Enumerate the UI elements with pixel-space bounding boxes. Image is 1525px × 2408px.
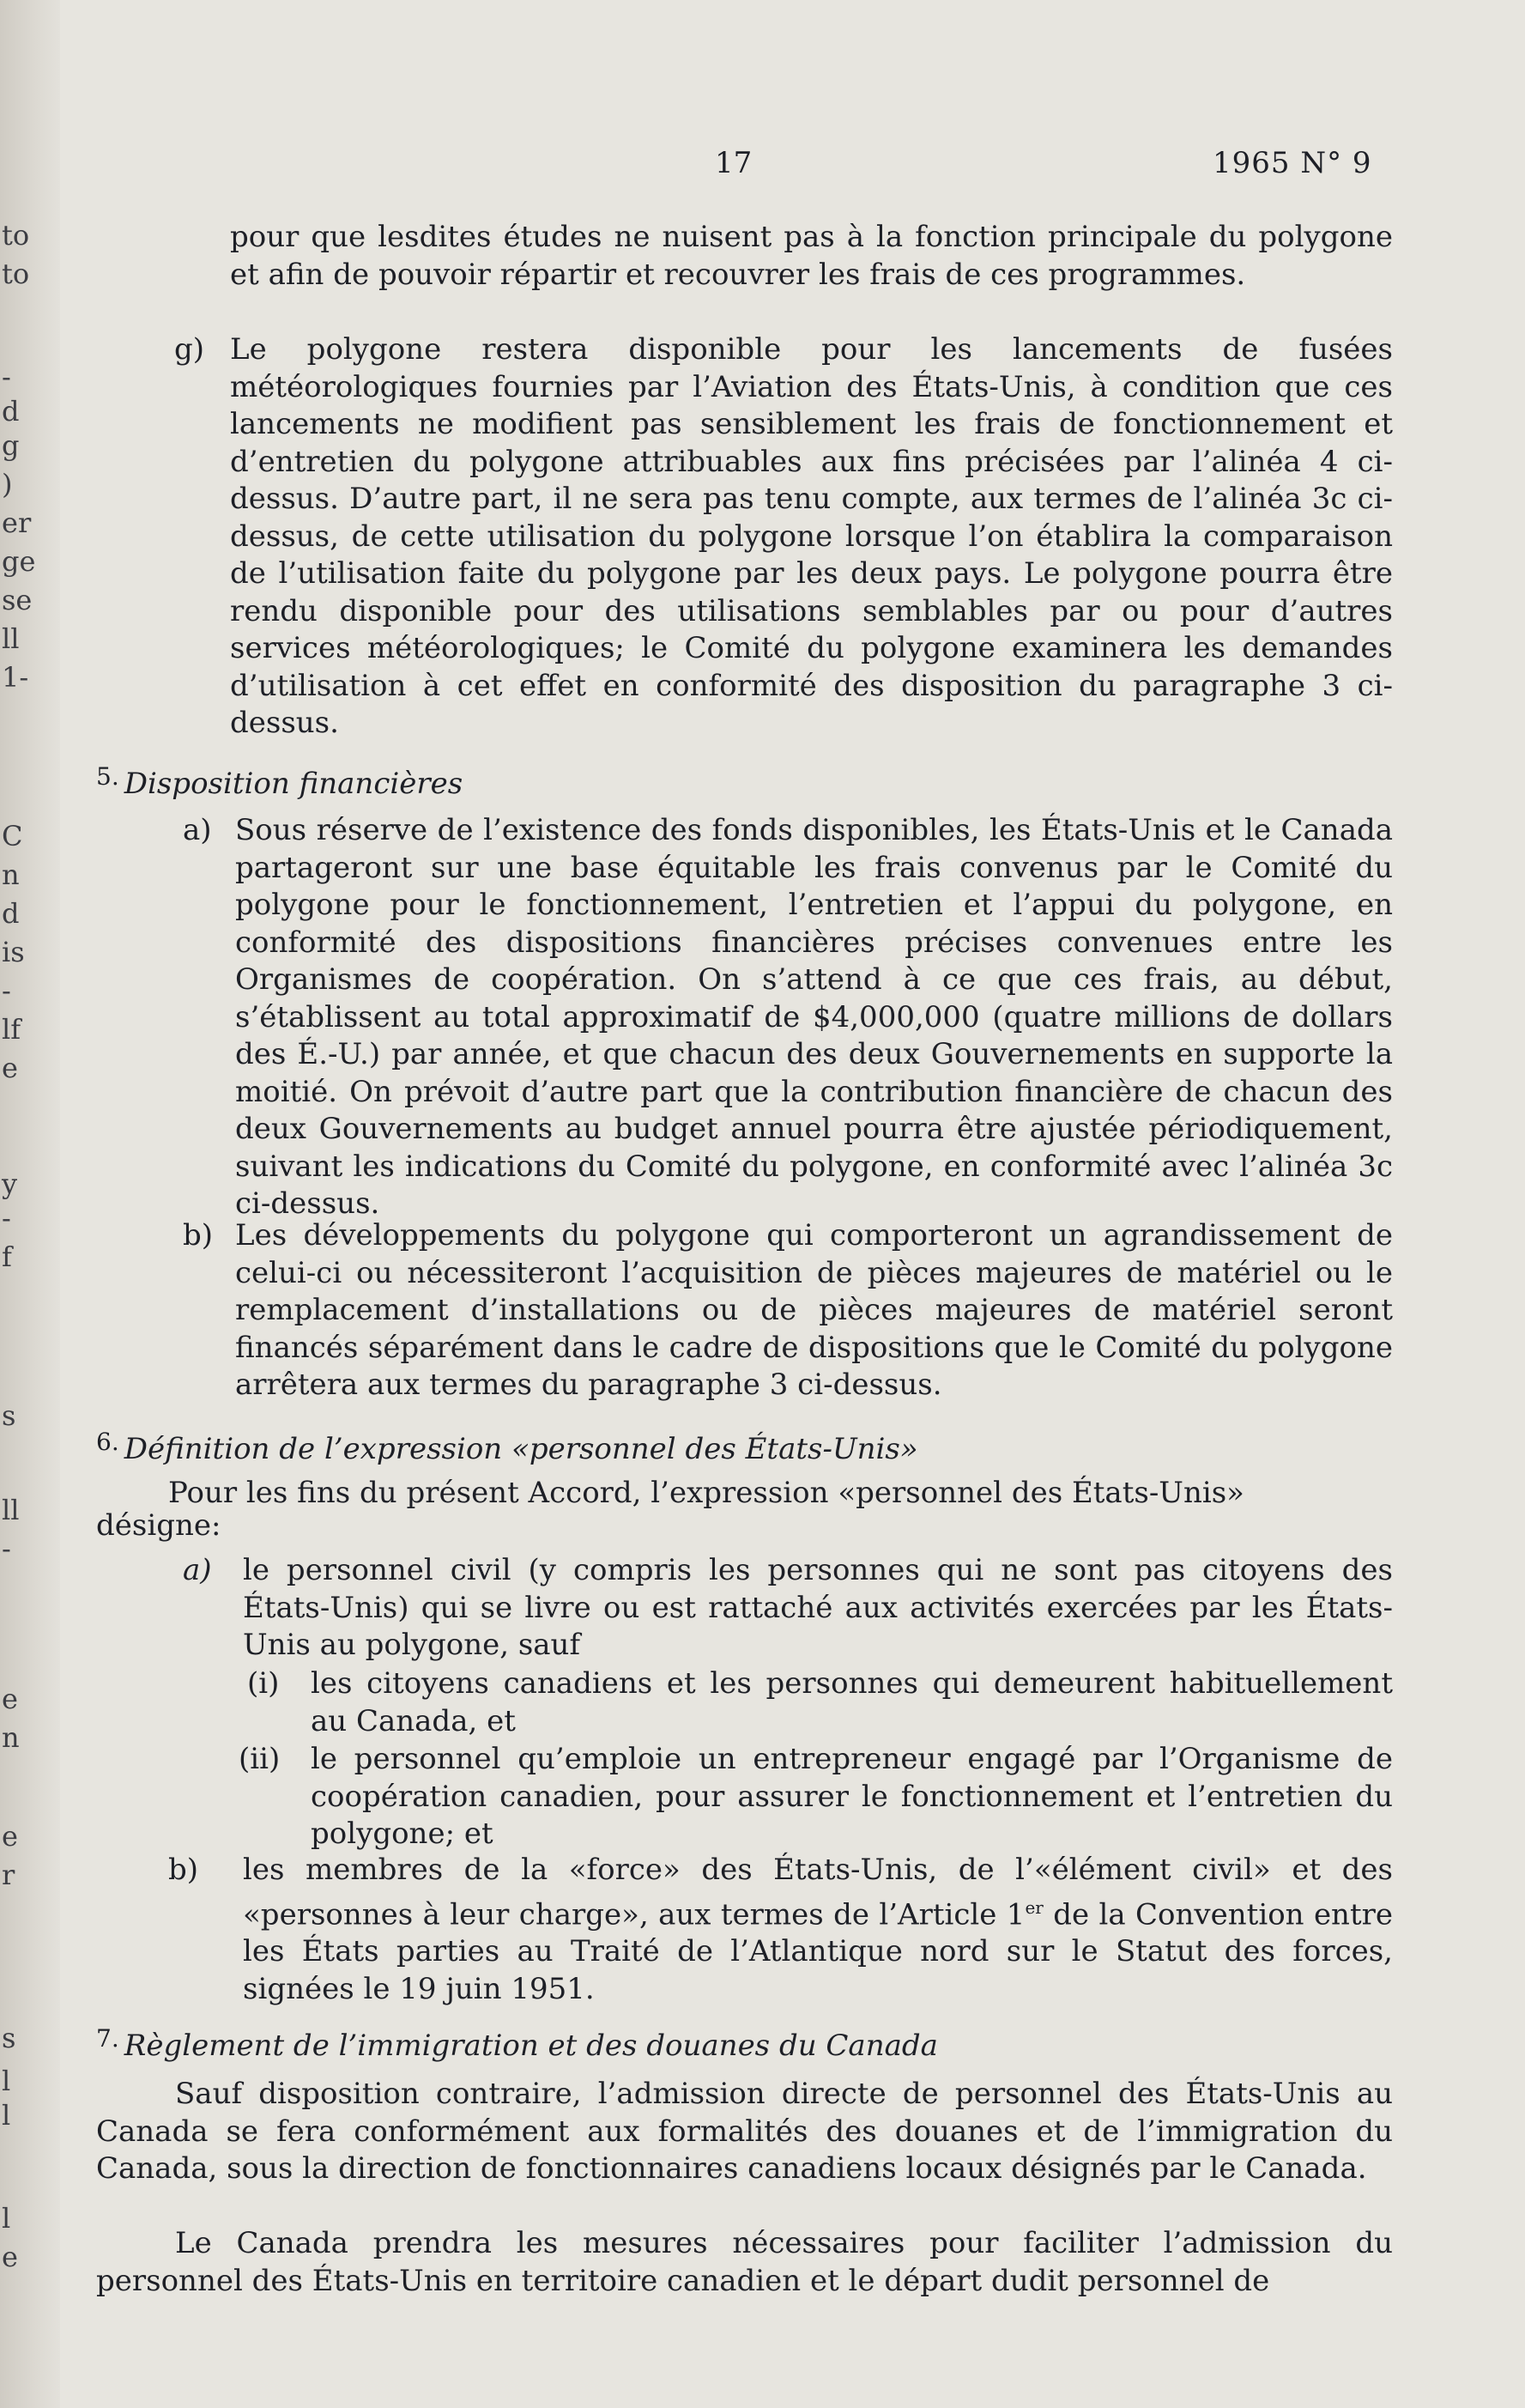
paragraph-6-intro-a: Pour les fins du présent Accord, l’expression «personnel des États-Unis»: [168, 1476, 1244, 1510]
paragraph-g: Le polygone restera disponible pour les lancements de fusées météorologiques fournies par l’Aviation des États-Unis, à condition que ces lancements ne modifient pas sensiblement les frais de fonctionnement et d’entretien du polygone attribuables aux fins précisées par l’alinéa 4 ci-dessus. D’autre part, il ne sera pas tenu compte, aux termes de l’alinéa 3c ci-dessus, de cette utilisation du polygone lorsque l’on établira la comparaison de l’utilisation faite du polygone par les deux pays. Le polygone pourra être rendu disponible pour des utilisations semblables par ou pour d’autres services météorologiques; le Comité du polygone examinera les demandes d’utilisation à cet effet en conformité des disposition du paragraphe 3 ci-dessus.: [230, 332, 1393, 740]
paragraph-6-intro-b: désigne:: [96, 1508, 221, 1543]
margin-fragment: e: [2, 1052, 18, 1084]
paragraph-6b-text-pre: les membres de la «force» des États-Unis, de l’«élément civil» et des «personnes à leur charge», aux termes de l’Article 1: [243, 1853, 1393, 1932]
margin-fragment: -: [2, 974, 11, 1007]
margin-fragment: d: [2, 395, 20, 428]
paragraph-7-2: Le Canada prendra les mesures nécessaires pour faciliter l’admission du personnel des États-Unis en territoire canadien et le départ dudit personnel de: [96, 2226, 1393, 2298]
paragraph-6b-superscript: er: [1025, 1896, 1044, 1918]
margin-fragment: s: [2, 1399, 16, 1432]
margin-fragment: ge: [2, 545, 36, 578]
margin-fragment: er: [2, 506, 32, 539]
section-number-7: 7.: [96, 2024, 119, 2053]
paragraph-6ai: les citoyens canadiens et les personnes qui demeurent habituellement au Canada, et: [311, 1666, 1393, 1738]
margin-fragment: l: [2, 2099, 11, 2132]
margin-fragment: e: [2, 2241, 18, 2273]
margin-fragment: e: [2, 1820, 18, 1853]
item-label-6b: b): [168, 1853, 199, 1887]
item-label-5a: a): [183, 813, 212, 847]
paragraph-5b: Les développements du polygone qui comporteront un agrandissement de celui-ci ou nécessiteront l’acquisition de pièces majeures de matériel ou le remplacement d’installations ou de pièces majeures de matériel seront financés séparément dans le cadre de dispositions que le Comité du polygone arrêtera aux termes du paragraphe 3 ci-dessus.: [235, 1218, 1393, 1402]
margin-fragment: 1-: [2, 661, 29, 694]
page-number: 17: [715, 146, 753, 180]
margin-fragment: is: [2, 936, 25, 968]
section-heading-7: [96, 2024, 938, 2066]
paragraph-5a: Sous réserve de l’existence des fonds disponibles, les États-Unis et le Canada partageront sur une base équitable les frais convenus par le Comité du polygone pour le fonctionnement, l’entretien et l’appui du polygone, en conformité des dispositions financières précises convenues entre les Organismes de coopération. On s’attend à ce que ces frais, au début, s’établissent au total approximatif de $4,000,000 (quatre millions de dollars des É.-U.) par année, et que chacun des deux Gouvernements en supporte la moitié. On prévoit d’autre part que la contribution financière de chacun des deux Gouvernements au budget annuel pourra être ajustée périodiquement, suivant les indications du Comité du polygone, en conformité avec l’alinéa 3c ci-dessus.: [235, 813, 1393, 1221]
margin-fragment: to: [2, 219, 30, 252]
paragraph-6b: [243, 1852, 1393, 2008]
margin-fragment: -: [2, 1202, 11, 1234]
margin-fragment: g: [2, 429, 20, 462]
margin-fragment: l: [2, 2202, 11, 2235]
section-heading-6: [96, 1428, 918, 1470]
section-number-5: 5.: [96, 762, 119, 791]
item-label-5b: b): [183, 1218, 214, 1253]
margin-fragment: se: [2, 584, 33, 616]
margin-fragment: f: [2, 1240, 12, 1273]
section-number-6: 6.: [96, 1428, 119, 1456]
margin-fragment: ll: [2, 622, 20, 655]
item-label-6ai: (i): [247, 1666, 280, 1701]
paragraph-6a: le personnel civil (y compris les personnes qui ne sont pas citoyens des États-Unis) qui se livre ou est rattaché aux activités exercées par les États-Unis au polygone, sauf: [243, 1553, 1393, 1662]
margin-fragment: lf: [2, 1013, 21, 1046]
margin-fragment: ll: [2, 1494, 20, 1526]
margin-fragment: -: [2, 361, 11, 393]
section-title-5: Disposition financières: [124, 767, 463, 801]
margin-fragment: d: [2, 897, 20, 930]
margin-fragment: ): [2, 468, 13, 500]
margin-fragment: C: [2, 820, 23, 852]
margin-fragment: r: [2, 1859, 15, 1891]
issue-label: 1965 N° 9: [1213, 146, 1372, 180]
section-heading-5: [96, 762, 463, 804]
paragraph-intro: pour que lesdites études ne nuisent pas à la fonction principale du polygone et afin de pouvoir répartir et recouvrer les frais de ces programmes.: [230, 220, 1393, 292]
section-title-6: Définition de l’expression «personnel des États-Unis»: [124, 1432, 918, 1466]
item-label-6aii: (ii): [239, 1742, 281, 1776]
margin-fragment: -: [2, 1532, 11, 1565]
item-label-g: g): [174, 332, 205, 367]
margin-fragment: e: [2, 1683, 18, 1715]
section-title-7: Règlement de l’immigration et des douanes du Canada: [124, 2029, 938, 2063]
margin-fragment: l: [2, 2065, 11, 2097]
margin-fragment: to: [2, 258, 30, 290]
margin-fragment: n: [2, 1721, 20, 1754]
margin-fragment: n: [2, 858, 20, 891]
margin-fragment: y: [2, 1168, 18, 1200]
paragraph-7-1: Sauf disposition contraire, l’admission directe de personnel des États-Unis au Canada se fera conformément aux formalités des douanes et de l’immigration du Canada, sous la direction de fonctionnaires canadiens locaux désignés par le Canada.: [96, 2077, 1393, 2186]
paragraph-6aii: le personnel qu’emploie un entrepreneur engagé par l’Organisme de coopération canadien, pour assurer le fonctionnement et l’entretien du polygone; et: [311, 1742, 1393, 1851]
margin-fragment: s: [2, 2022, 16, 2054]
item-label-6a: a): [183, 1553, 212, 1587]
paragraph-6b-text-post: de la Convention entre les États parties au Traité de l’Atlantique nord sur le Statut des forces, signées le 19 juin 1951.: [243, 1896, 1393, 2006]
